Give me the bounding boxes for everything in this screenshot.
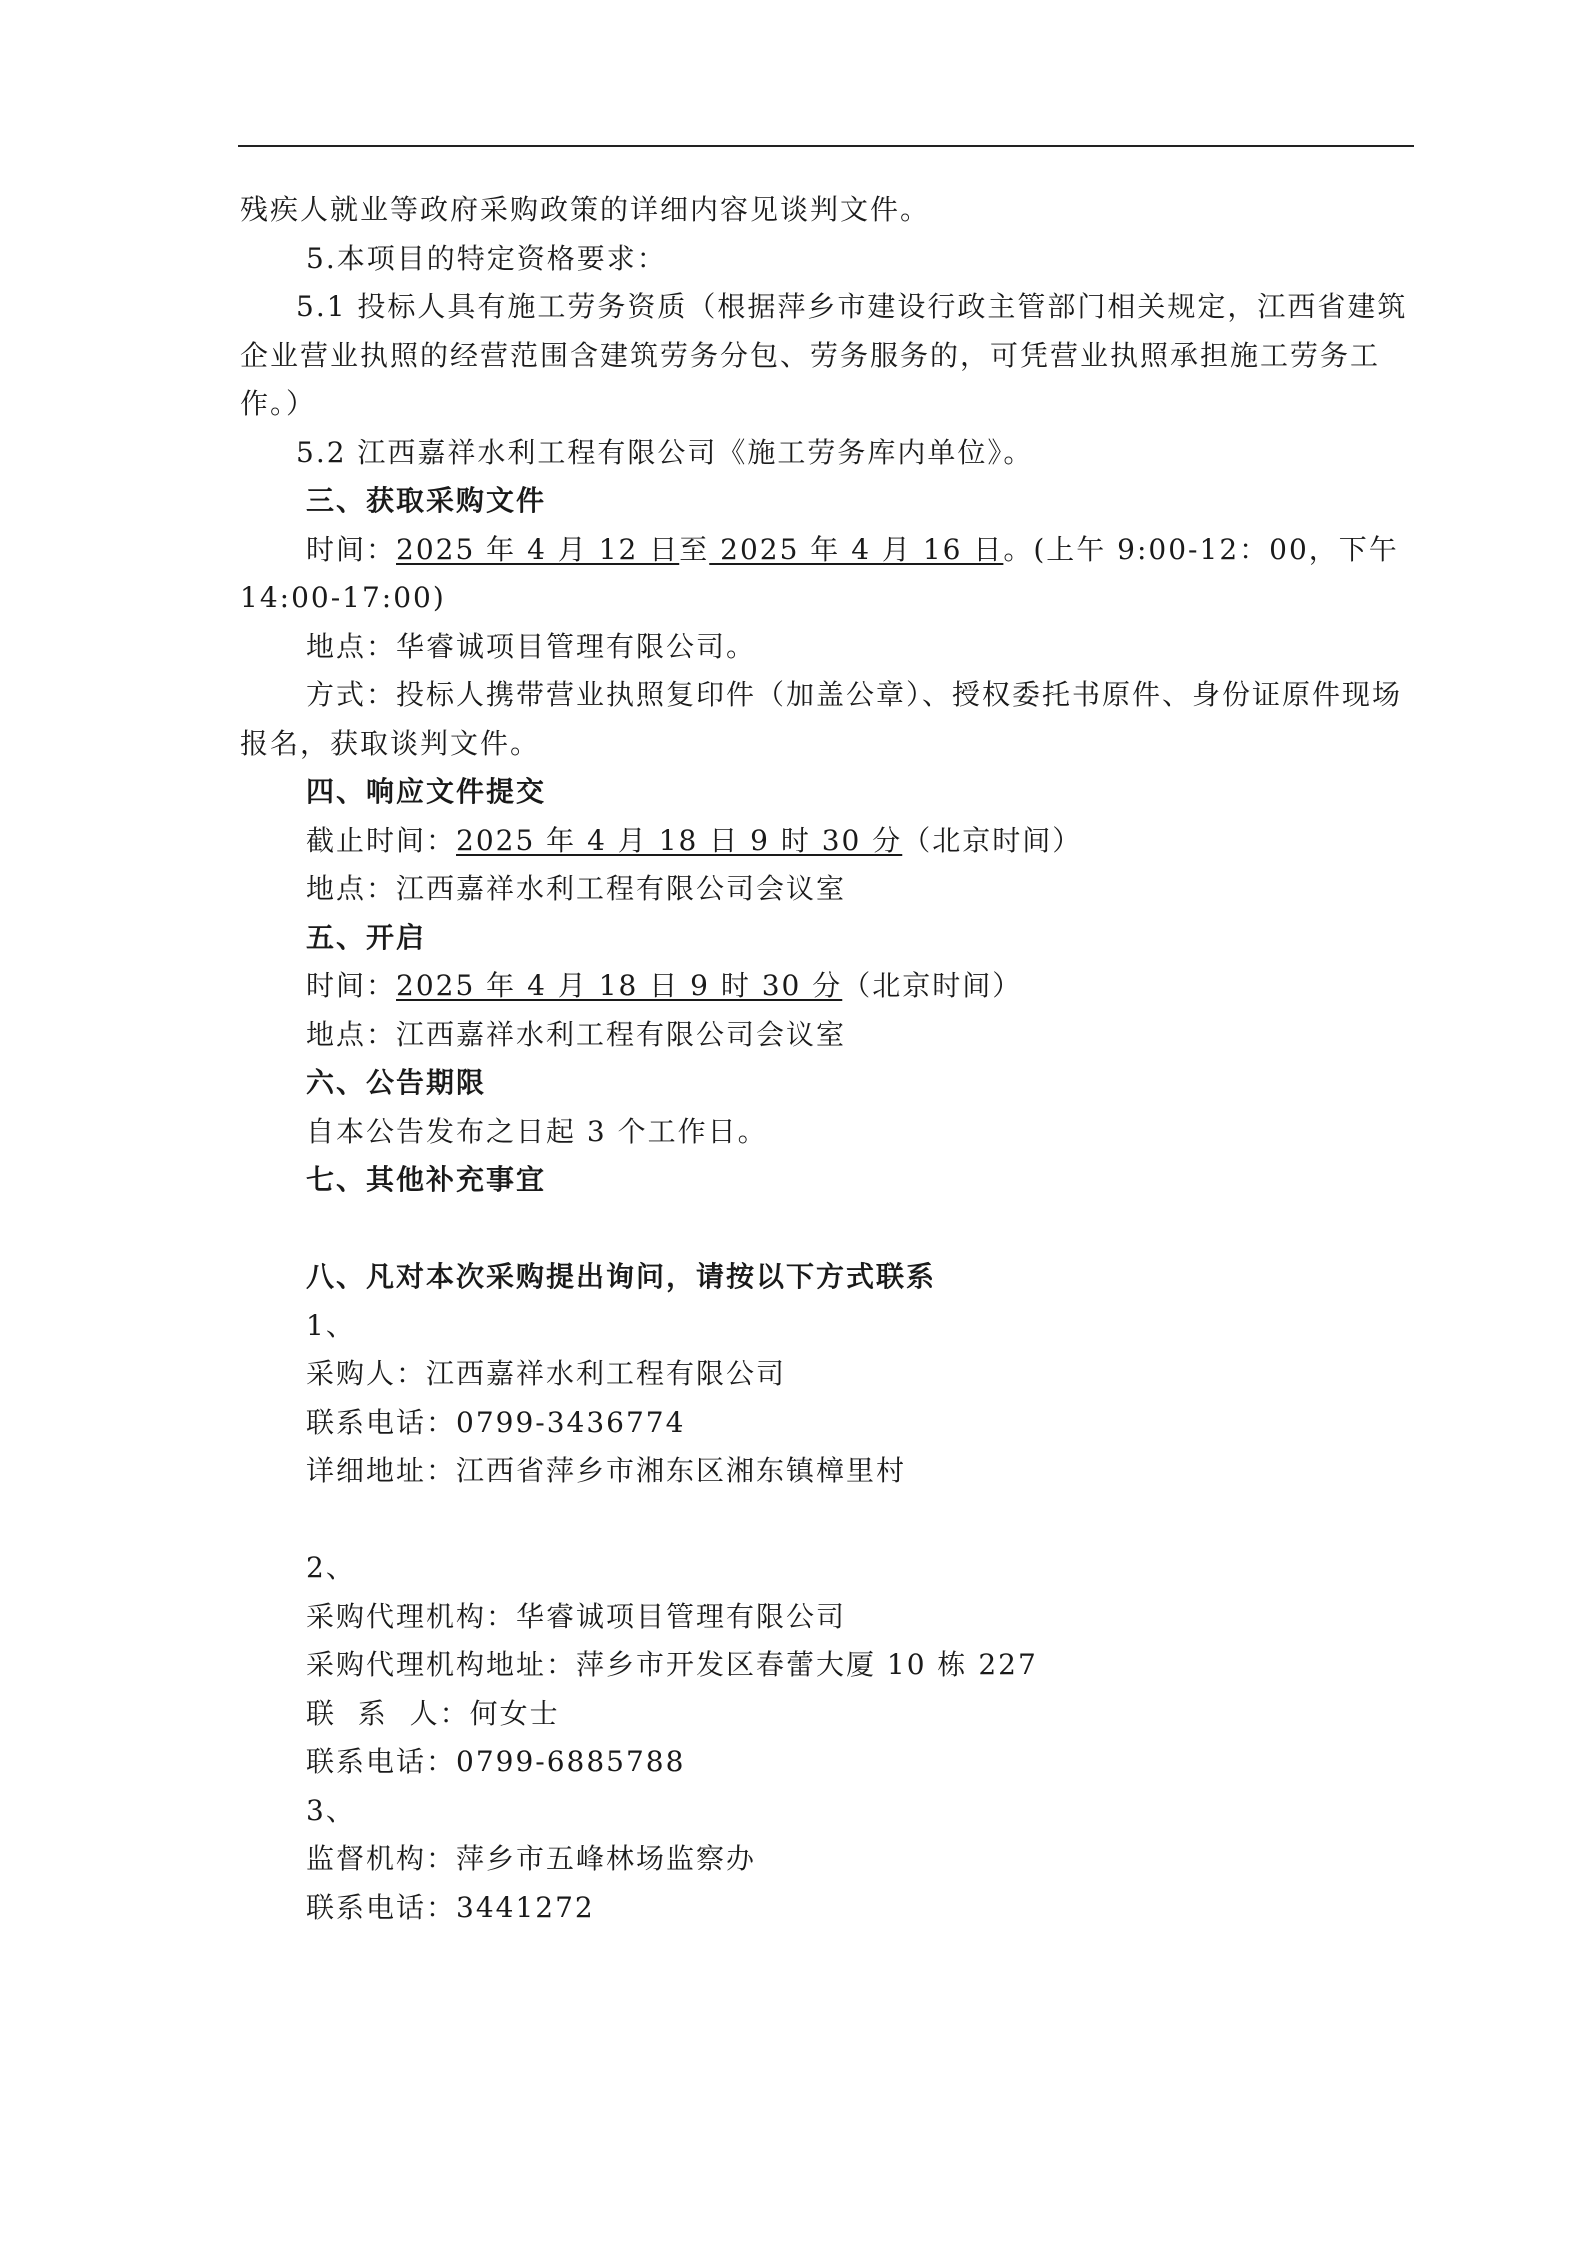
header-rule [238,145,1414,147]
contact-1-number: 1、 [306,1308,356,1342]
document-body [240,186,1416,1932]
s3-time-to: 至 [679,532,710,566]
contact-1-buyer: 采购人：江西嘉祥水利工程有限公司 [306,1357,787,1390]
contact-1-address: 详细地址：江西省萍乡市湘东区湘东镇樟里村 [306,1454,907,1487]
s5-time-label: 时间： [306,969,397,1002]
s4-deadline [240,817,1416,866]
qualification-5-1: 5.1 投标人具有施工劳务资质（根据萍乡市建设行政主管部门相关规定，江西省建筑企业营业执照的经营范围含建筑劳务分包、劳务服务的，可凭营业执照承担施工劳务工作。） [240,290,1408,420]
contact-2-person: 联 系 人：何女士 [306,1696,560,1730]
s3-time [240,526,1416,623]
section-8-heading: 八、凡对本次采购提出询问，请按以下方式联系 [306,1260,937,1293]
blank-line [240,1496,1416,1545]
s4-deadline-label: 截止时间： [306,823,457,857]
s3-time-end: 2025 年 4 月 16 日 [709,532,1004,566]
section-6-heading: 六、公告期限 [306,1066,487,1099]
section-4-heading: 四、响应文件提交 [306,775,547,808]
contact-3-org: 监督机构：萍乡市五峰林场监察办 [306,1842,757,1875]
contact-3-number: 3、 [306,1793,356,1827]
s3-time-start: 2025 年 4 月 12 日 [396,532,680,566]
s3-method: 方式：投标人携带营业执照复印件（加盖公章）、授权委托书原件、身份证原件现场报名，获取谈判文件。 [240,678,1403,760]
contact-2-address: 采购代理机构地址：萍乡市开发区春蕾大厦 10 栋 227 [306,1648,1038,1681]
s6-text: 自本公告发布之日起 3 个工作日。 [306,1114,768,1148]
section-3-heading: 三、获取采购文件 [306,484,547,517]
section-7-heading: 七、其他补充事宜 [306,1163,547,1196]
contact-2-agency: 采购代理机构：华睿诚项目管理有限公司 [306,1599,847,1633]
blank-line [240,1205,1416,1254]
s3-place: 地点：华睿诚项目管理有限公司。 [306,629,757,663]
contact-2-number: 2、 [306,1551,356,1584]
s5-place: 地点：江西嘉祥水利工程有限公司会议室 [306,1017,847,1051]
policy-continuation: 残疾人就业等政府采购政策的详细内容见谈判文件。 [240,193,931,226]
s5-time [240,962,1416,1011]
s4-deadline-value: 2025 年 4 月 18 日 9 时 30 分 [456,823,903,857]
s5-time-value: 2025 年 4 月 18 日 9 时 30 分 [396,969,843,1002]
s5-time-note: （北京时间） [842,969,1023,1002]
contact-3-phone: 联系电话：3441272 [306,1890,595,1924]
s3-time-rest: 。(上午 9:00-12：00，下午 14:00-17:00) [240,532,1410,614]
s4-place: 地点：江西嘉祥水利工程有限公司会议室 [306,872,847,905]
contact-2-phone: 联系电话：0799-6885788 [306,1745,686,1778]
s3-time-label: 时间： [306,532,397,566]
qualification-title: 5.本项目的特定资格要求： [306,241,667,275]
s4-deadline-note: （北京时间） [902,823,1083,857]
qualification-5-2: 5.2 江西嘉祥水利工程有限公司《施工劳务库内单位》。 [296,435,1034,469]
section-5-heading: 五、开启 [306,920,427,954]
contact-1-phone: 联系电话：0799-3436774 [306,1405,686,1439]
